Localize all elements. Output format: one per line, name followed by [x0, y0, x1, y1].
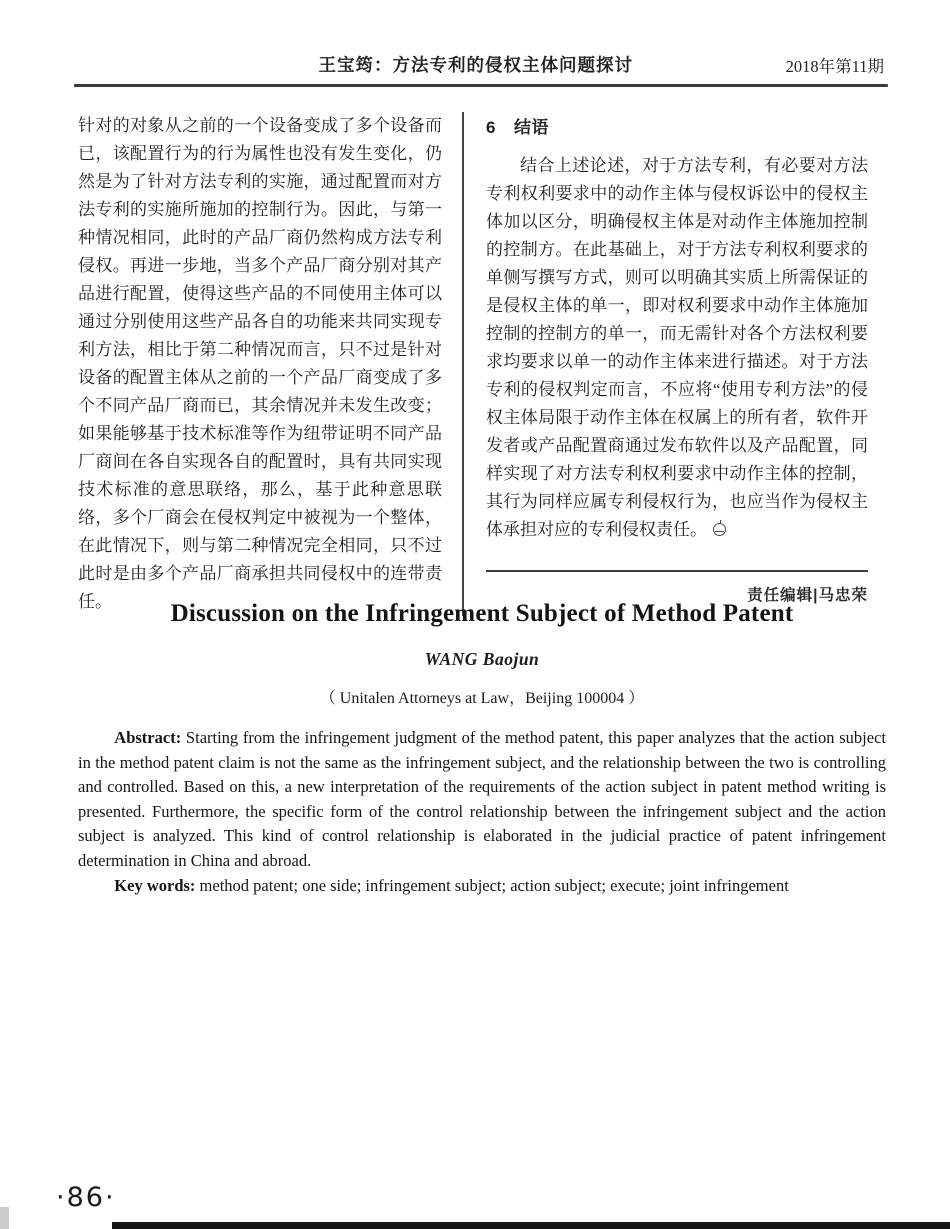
page-header: [78, 52, 886, 82]
conclusion-paragraph: [486, 152, 868, 544]
abstract-label: Abstract:: [114, 728, 182, 747]
scan-edge-corner: [0, 1207, 9, 1229]
responsible-editor-label: 责任编辑|马忠荣: [747, 586, 868, 604]
abstract-text: Starting from the infringement judgment of the method patent, this paper analyzes that the action subject in the method patent claim is not the same as the infringement subject, and the relationship between the two is controlling and controlled. Based on this, a new interpretation of the requirements of the action subject in patent method writing is presented. Furthermore, the specific form of the control relationship between the infringement subject and the action subject is analyzed. This kind of control relationship is elaborated in the judicial practice of patent infringement determination in China and abroad.: [78, 728, 886, 870]
issue-label: 2018年第11期: [785, 57, 884, 76]
english-author: WANG Baojun: [424, 649, 540, 669]
english-title: Discussion on the Infringement Subject of Method Patent: [170, 600, 794, 627]
scan-edge-bar: [112, 1222, 950, 1229]
english-affiliation: （ Unitalen Attorneys at Law，Beijing 100004 ）: [319, 690, 645, 707]
section-heading: [486, 114, 868, 142]
left-column-paragraph: 针对的对象从之前的一个设备变成了多个设备而已，该配置行为的行为属性也没有发生变化，仍然是为了针对方法专利的实施，通过配置而对方法专利的实施所施加的控制行为。因此，与第一种情况相同，此时的产品厂商仍然构成方法专利侵权。再进一步地，当多个产品厂商分别对其产品进行配置，使得这些产品的不同使用主体可以通过分别使用这些产品各自的功能来共同实现专利方法，相比于第二种情况而言，只不过是针对设备的配置主体从之前的一个产品厂商变成了多个不同产品厂商而已，其余情况并未发生改变；如果能够基于技术标准等作为纽带证明不同产品厂商间在各自实现各自的配置时，具有共同实现技术标准的意思联络，那么，基于此种意思联络，多个厂商会在侵权判定中被视为一个整体，在此情况下，则与第二种情况完全相同，只不过此时是由多个产品厂商承担共同侵权中的连带责任。: [78, 116, 442, 611]
page-number: ·86·: [56, 1182, 116, 1213]
conclusion-text: 结合上述论述，对于方法专利，有必要对方法专利权利要求中的动作主体与侵权诉讼中的侵权主体加以区分，明确侵权主体是对动作主体施加控制的控制方。在此基础上，对于方法专利权利要求的单侧写撰写方式，则可以明确其实质上所需保证的是侵权主体的单一，即对权利要求中动作主体施加控制的控制方的单一，而无需针对各个方法权利要求均要求以单一的动作主体来进行描述。对于方法专利的侵权判定而言，不应将“使用专利方法”的侵权主体局限于动作主体在权属上的所有者，软件开发者或产品配置商通过发布软件以及产品配置，同样实现了对方法专利权利要求中动作主体的控制，其行为同样应属专利侵权行为，也应当作为侵权主体承担对应的专利侵权责任。: [486, 156, 868, 539]
right-column: [462, 112, 868, 616]
abstract-paragraph: [78, 726, 886, 873]
keywords-label: Key words:: [114, 876, 196, 895]
end-of-article-icon: [713, 523, 726, 536]
running-title: 王宝筠：方法专利的侵权主体问题探讨: [318, 55, 633, 75]
keywords-paragraph: [78, 874, 886, 899]
editor-rule: [486, 570, 868, 572]
header-rule: [74, 84, 888, 87]
section-title: 结语: [513, 118, 549, 137]
left-column: [78, 112, 462, 616]
two-column-body: [78, 112, 888, 616]
english-section: [78, 600, 886, 899]
section-number: 6: [486, 118, 496, 137]
keywords-text: method patent; one side; infringement subject; action subject; execute; joint infringement: [195, 876, 789, 895]
